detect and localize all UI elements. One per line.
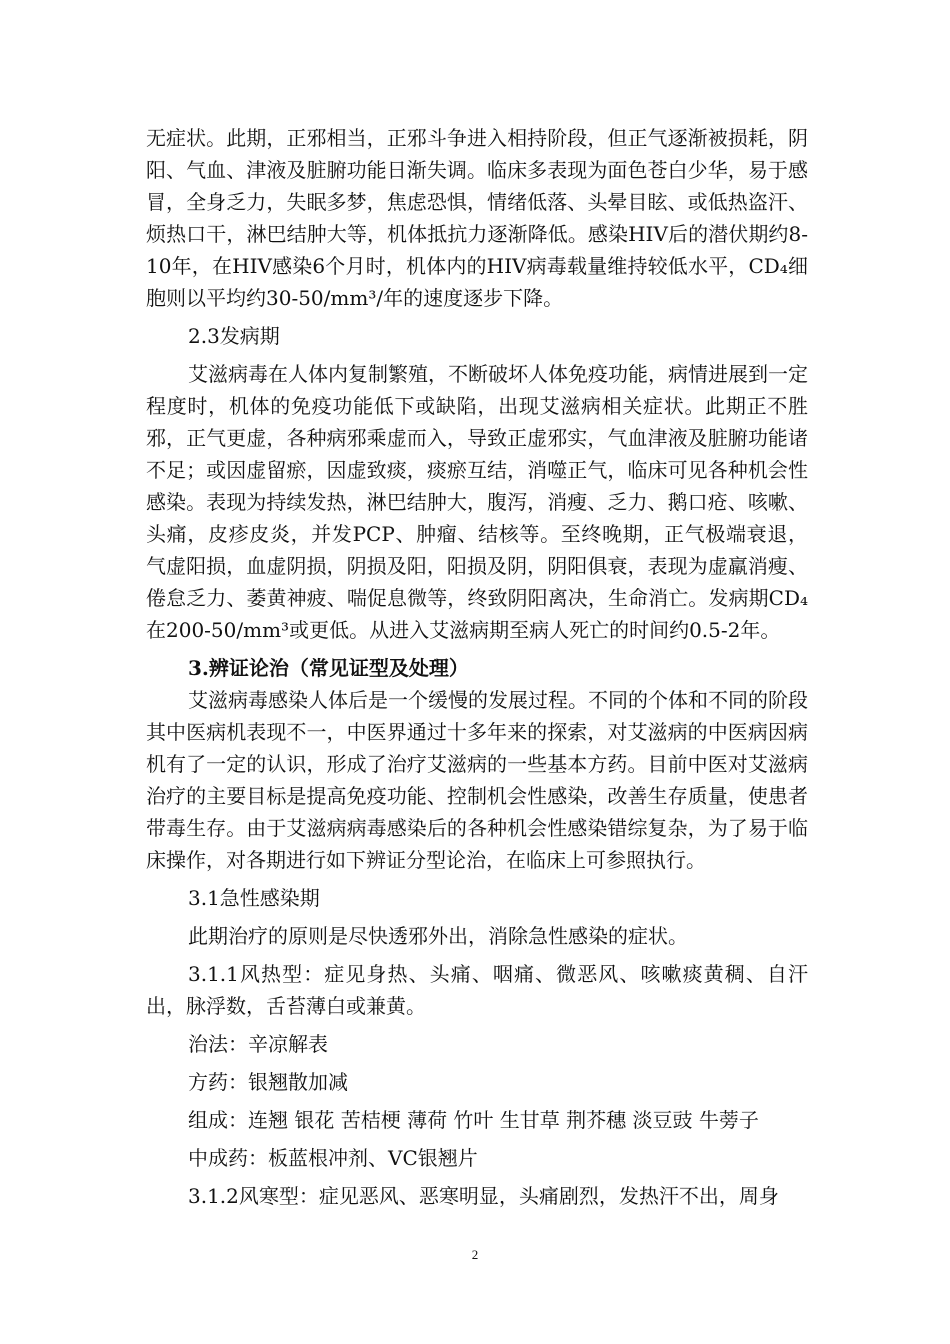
section-heading-2-3: 2.3发病期 — [188, 324, 280, 348]
paragraph-prescription: 方药：银翘散加减 — [188, 1070, 348, 1094]
paragraph-acute-principle: 此期治疗的原则是尽快透邪外出，消除急性感染的症状。 — [188, 924, 688, 948]
paragraph-composition: 组成：连翘 银花 苦桔梗 薄荷 竹叶 生甘草 荆芥穗 淡豆豉 牛蒡子 — [188, 1108, 759, 1132]
paragraph-wind-cold-type: 3.1.2风寒型：症见恶风、恶寒明显，头痛剧烈，发热汗不出，周身 — [188, 1184, 779, 1208]
section-heading-3-1: 3.1急性感染期 — [188, 886, 320, 910]
paragraph-treatment-method: 治法：辛凉解表 — [188, 1032, 328, 1056]
paragraph-patent-medicine: 中成药：板蓝根冲剂、VC银翘片 — [188, 1146, 478, 1170]
paragraph-wind-heat-type: 3.1.1风热型：症见身热、头痛、咽痛、微恶风、咳嗽痰黄稠、自汗出，脉浮数，舌苔薄白或兼黄。 — [146, 962, 808, 1018]
page-body — [146, 122, 808, 1212]
paragraph-latent-stage-continued: 无症状。此期，正邪相当，正邪斗争进入相持阶段，但正气逐渐被损耗，阴阳、气血、津液及脏腑功能日渐失调。临床多表现为面色苍白少华，易于感冒，全身乏力，失眠多梦，焦虑恐惧，情绪低落、头晕目眩、或低热盗汗、烦热口干，淋巴结肿大等，机体抵抗力逐渐降低。感染HIV后的潜伏期约8-10年，在HIV感染6个月时，机体内的HIV病毒载量维持较低水平，CD₄细胞则以平均约30-50/mm³/年的速度逐步下降。 — [146, 126, 808, 310]
page-number: 2 — [471, 1247, 479, 1262]
section-heading-3: 3.辨证论治（常见证型及处理） — [188, 656, 469, 680]
paragraph-syndrome-differentiation: 艾滋病毒感染人体后是一个缓慢的发展过程。不同的个体和不同的阶段其中医病机表现不一，中医界通过十多年来的探索，对艾滋病的中医病因病机有了一定的认识，形成了治疗艾滋病的一些基本方药。目前中医对艾滋病治疗的主要目标是提高免疫功能、控制机会性感染，改善生存质量，使患者带毒生存。由于艾滋病病毒感染后的各种机会性感染错综复杂，为了易于临床操作，对各期进行如下辨证分型论治，在临床上可参照执行。 — [146, 688, 808, 872]
paragraph-onset-stage: 艾滋病毒在人体内复制繁殖，不断破坏人体免疫功能，病情进展到一定程度时，机体的免疫功能低下或缺陷，出现艾滋病相关症状。此期正不胜邪，正气更虚，各种病邪乘虚而入，导致正虚邪实，气血津液及脏腑功能诸不足；或因虚留瘀，因虚致痰，痰瘀互结，消噬正气，临床可见各种机会性感染。表现为持续发热，淋巴结肿大，腹泻，消瘦、乏力、鹅口疮、咳嗽、头痛，皮疹皮炎，并发PCP、肿瘤、结核等。至终晚期，正气极端衰退，气虚阳损，血虚阴损，阴损及阳，阳损及阴，阴阳俱衰，表现为虚羸消瘦、倦怠乏力、萎黄神疲、喘促息微等，终致阴阳离决，生命消亡。发病期CD₄在200-50/mm³或更低。从进入艾滋病期至病人死亡的时间约0.5-2年。 — [146, 362, 808, 642]
